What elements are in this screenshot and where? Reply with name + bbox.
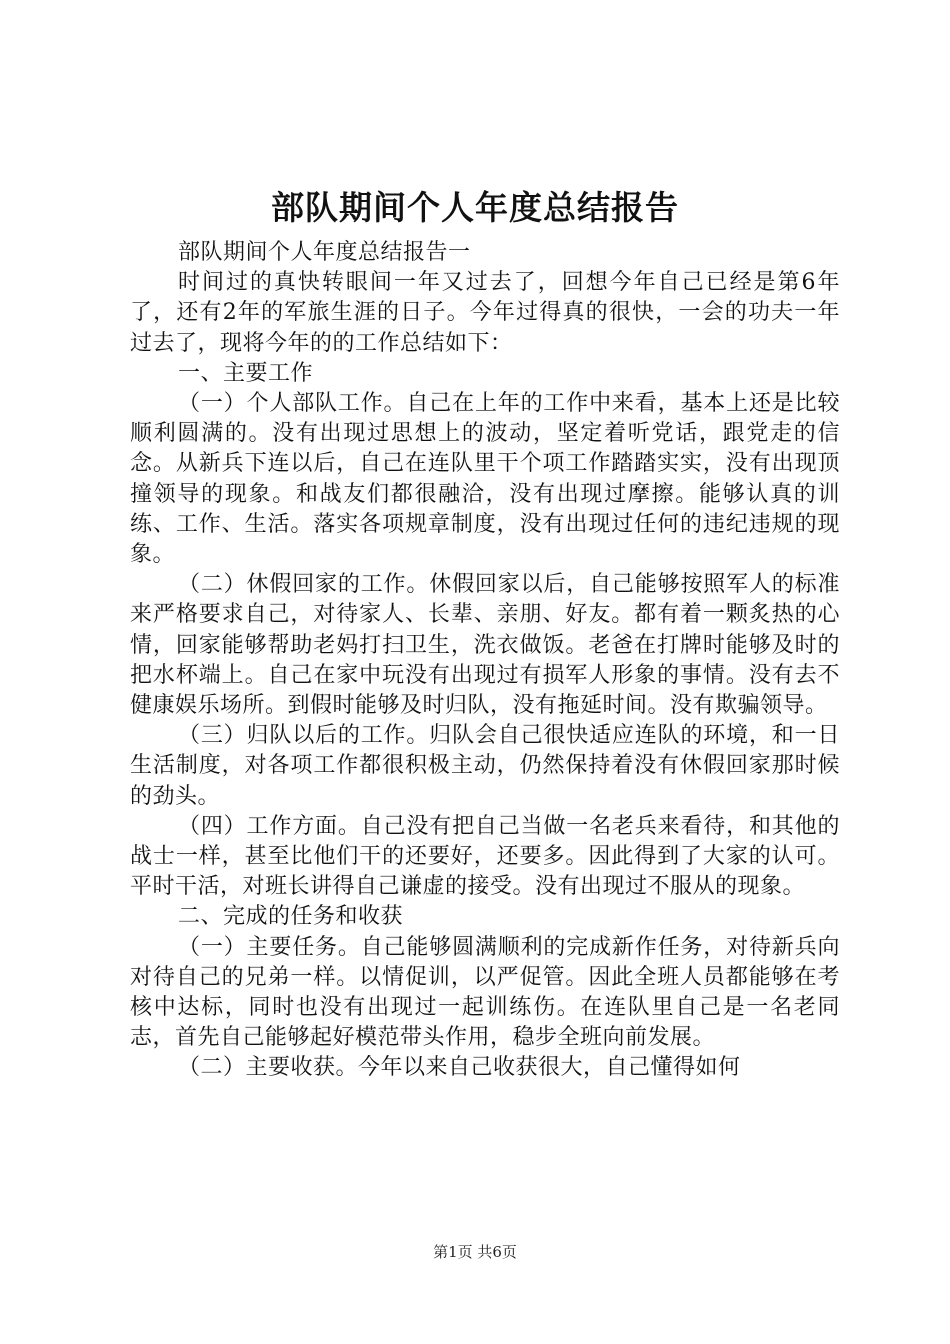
paragraph-main-tasks: （一）主要任务。自己能够圆满顺利的完成新作任务，对待新兵向对待自己的兄弟一样。以情促训，以严促管。因此全班人员都能够在考核中达标，同时也没有出现过一起训练伤。在连队里自己是一名老同志，首先自己能够起好模范带头作用，稳步全班向前发展。 — [130, 934, 840, 1051]
document-body — [130, 238, 840, 1084]
section-heading-main-work: 一、主要工作 — [178, 360, 314, 386]
page-number-footer: 第1页 共6页 — [433, 1243, 517, 1261]
paragraph-subtitle: 部队期间个人年度总结报告一 — [178, 240, 471, 265]
paragraph-personal-work: （一）个人部队工作。自己在上年的工作中来看，基本上还是比较顺利圆满的。没有出现过思想上的波动，坚定着听党话，跟党走的信念。从新兵下连以后，自己在连队里干个项工作踏踏实实，没有出现顶撞领导的现象。和战友们都很融洽，没有出现过摩擦。能够认真的训练、工作、生活。落实各项规章制度，没有出现过任何的违纪违规的现象。 — [130, 391, 840, 568]
section-heading-tasks: 二、完成的任务和收获 — [178, 904, 404, 930]
paragraph-main-gains: （二）主要收获。今年以来自己收获很大，自己懂得如何 — [178, 1055, 741, 1081]
paragraph-after-return: （三）归队以后的工作。归队会自己很快适应连队的环境，和一日生活制度，对各项工作都很积极主动，仍然保持着没有休假回家那时候的劲头。 — [130, 723, 840, 809]
paragraph-work-aspect: （四）工作方面。自己没有把自己当做一名老兵来看待，和其他的战士一样，甚至比他们干的还要好，还要多。因此得到了大家的认可。平时干活，对班长讲得自己谦虚的接受。没有出现过不服从的现象。 — [130, 813, 840, 900]
paragraph-intro: 时间过的真快转眼间一年又过去了，回想今年自己已经是第6年了，还有2年的军旅生涯的日子。今年过得真的很快，一会的功夫一年过去了，现将今年的的工作总结如下： — [130, 270, 840, 356]
document-title: 部队期间个人年度总结报告 — [271, 188, 679, 227]
paragraph-leave-home: （二）休假回家的工作。休假回家以后，自己能够按照军人的标准来严格要求自己，对待家人、长辈、亲朋、好友。都有着一颗炙热的心情，回家能够帮助老妈打扫卫生，洗衣做饭。老爸在打牌时能够及时的把水杯端上。自己在家中玩没有出现过有损军人形象的事情。没有去不健康娱乐场所。到假时能够及时归队，没有拖延时间。没有欺骗领导。 — [130, 572, 840, 719]
